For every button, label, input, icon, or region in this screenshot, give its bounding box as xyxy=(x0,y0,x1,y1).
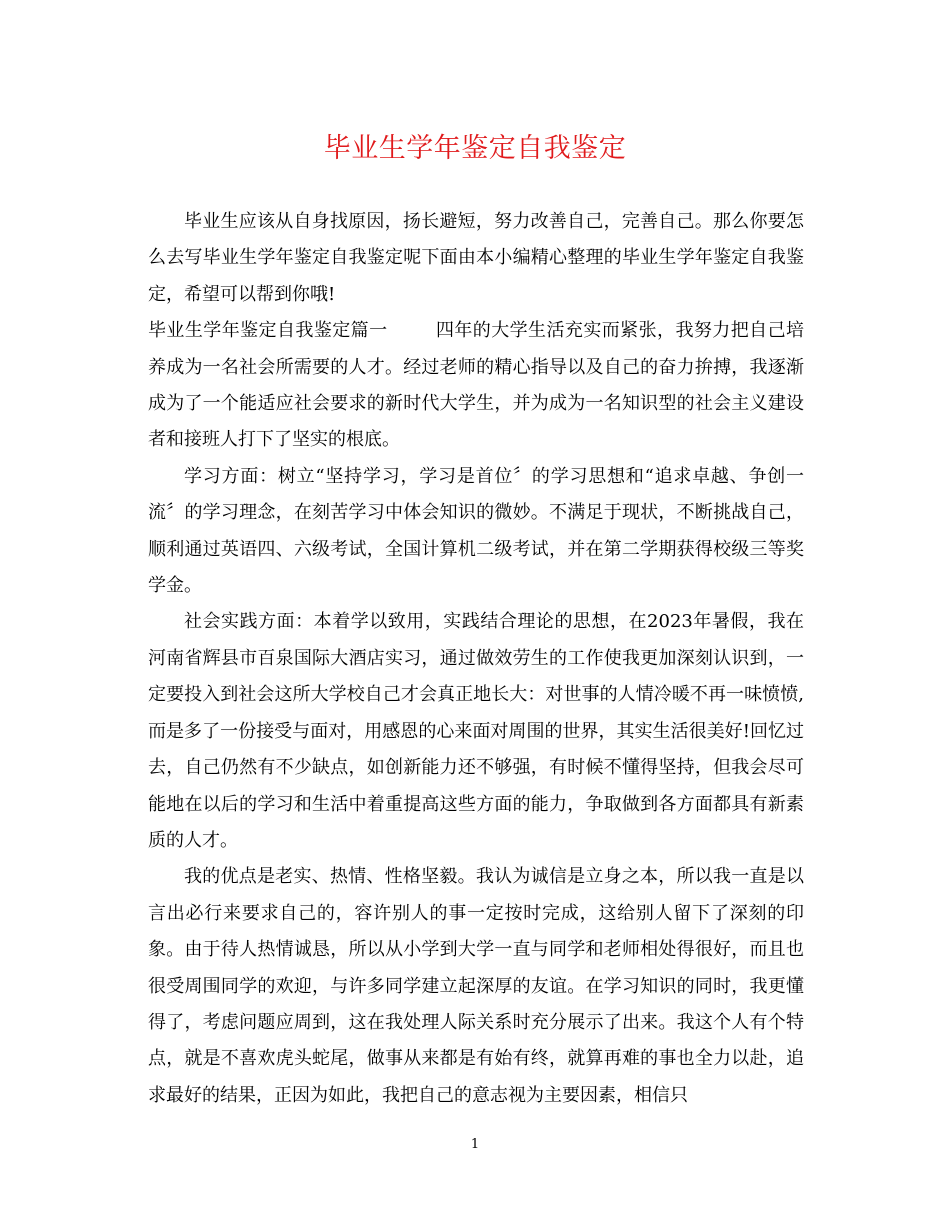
section-one-paragraph xyxy=(148,313,804,459)
section-one-text: 四年的大学生活充实而紧张，我努力把自己培养成为一名社会所需要的人才。经过老师的精心指导以及自己的奋力拚搏，我逐渐成为了一个能适应社会要求的新时代大学生，并为成为一名知识型的社会主义建设者和接班人打下了坚实的根底。 xyxy=(148,320,804,451)
strengths-paragraph: 我的优点是老实、热情、性格坚毅。我认为诚信是立身之本，所以我一直是以言出必行来要求自己的，容许别人的事一定按时完成，这给别人留下了深刻的印象。由于待人热情诚恳，所以从小学到大学一直与同学和老师相处得很好，而且也很受周围同学的欢迎，与许多同学建立起深厚的友谊。在学习知识的同时，我更懂得了，考虑问题应周到，这在我处理人际关系时充分展示了出来。我这个人有个特点，就是不喜欢虎头蛇尾，做事从来都是有始有终，就算再难的事也全力以赴，追求最好的结果，正因为如此，我把自己的意志视为主要因素，相信只 xyxy=(148,866,804,1106)
document-body xyxy=(148,204,804,1114)
section-one-heading: 毕业生学年鉴定自我鉴定篇一 xyxy=(148,320,388,342)
practice-paragraph: 社会实践方面：本着学以致用，实践结合理论的思想，在2023年暑假，我在河南省辉县市百泉国际大酒店实习，通过做效劳生的工作使我更加深刻认识到，一定要投入到社会这所大学校自己才会真正地长大：对世事的人情冷暖不再一味愤愤,而是多了一份接受与面对，用感恩的心来面对周围的世界，其实生活很美好!回忆过去，自己仍然有不少缺点，如创新能力还不够强，有时候不懂得坚持，但我会尽可能地在以后的学习和生活中着重提高这些方面的能力，争取做到各方面都具有新素质的人才。 xyxy=(148,611,804,851)
study-paragraph: 学习方面：树立“坚持学习，学习是首位〞的学习思想和“追求卓越、争创一流〞的学习理念，在刻苦学习中体会知识的微妙。不满足于现状，不断挑战自己，顺利通过英语四、六级考试，全国计算机二级考试，并在第二学期获得校级三等奖学金。 xyxy=(148,465,804,597)
page-number: 1 xyxy=(470,1137,480,1152)
intro-paragraph: 毕业生应该从自身找原因，扬长避短，努力改善自己，完善自己。那么你要怎么去写毕业生学年鉴定自我鉴定呢下面由本小编精心整理的毕业生学年鉴定自我鉴定，希望可以帮到你哦! xyxy=(148,211,804,305)
document-title: 毕业生学年鉴定自我鉴定 xyxy=(323,133,627,164)
